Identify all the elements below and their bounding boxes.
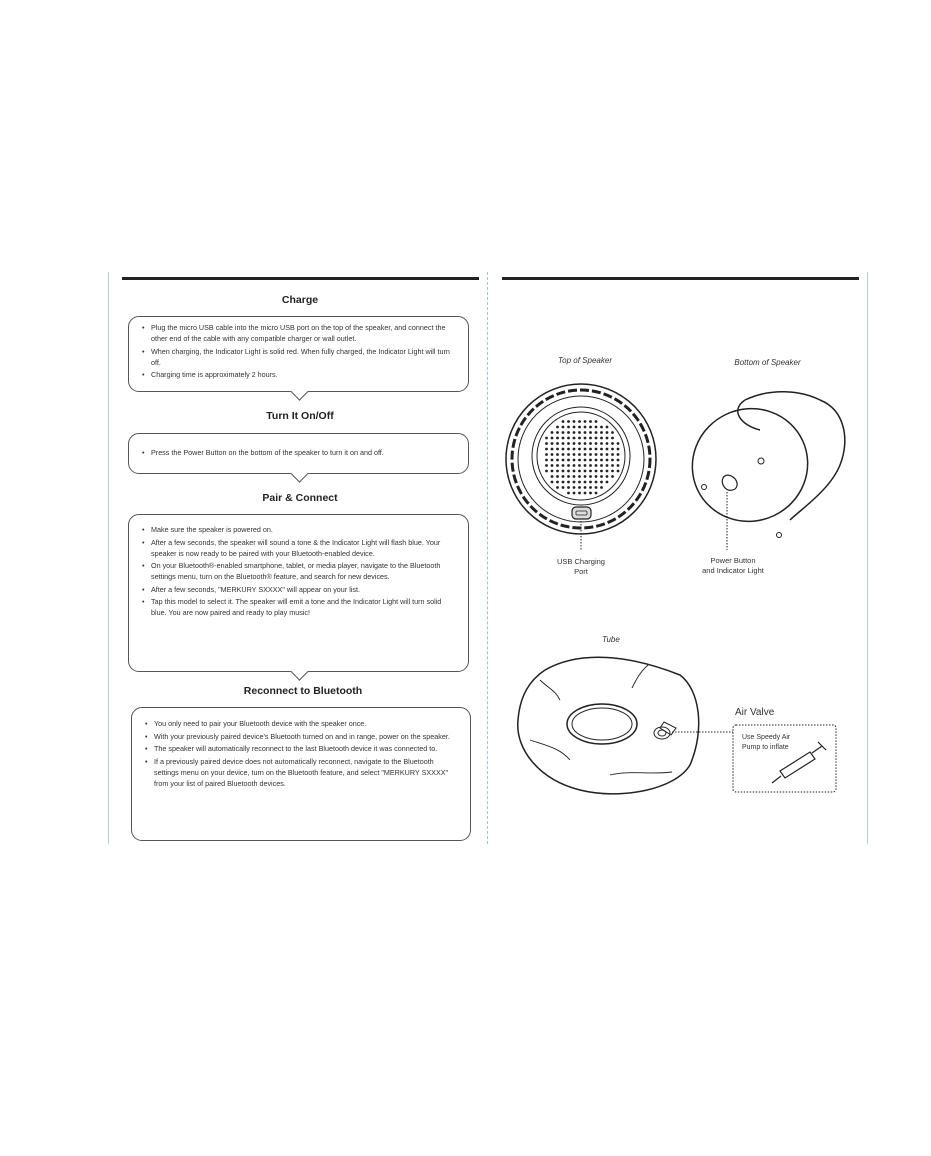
grille-hole [578,486,581,489]
grille-hole [551,464,554,467]
list-item: • Tap this model to select it. The speaker will emit a tone and the Indicator Light will turn solid blue. You are now paired and ready to play music! [151,596,458,618]
grille-hole [573,459,576,462]
list-item: • You only need to pair your Bluetooth device with the speaker once. [154,718,460,729]
grille-hole [589,470,592,473]
grille-hole [617,448,620,451]
grille-hole [551,481,554,484]
grille-hole [589,431,592,434]
grille-hole [551,448,554,451]
power-label-line-1: Power Button [710,556,756,565]
grille-hole [567,420,570,423]
grille-hole [595,420,598,423]
grille-hole [584,426,587,429]
grille-hole [595,426,598,429]
grille-hole [600,442,603,445]
grille-hole [573,437,576,440]
grille-hole [589,475,592,478]
usb-charging-port-label [541,557,621,577]
pump-instruction-label [742,733,822,753]
grille-hole [595,448,598,451]
grille-hole [573,420,576,423]
grille-hole [589,464,592,467]
grille-hole [584,448,587,451]
grille-hole [606,470,609,473]
grille-hole [551,442,554,445]
grille-hole [600,437,603,440]
power-button-label [683,556,783,576]
grille-hole [545,448,548,451]
grille-hole [584,481,587,484]
grille-hole [611,431,614,434]
grille-hole [595,486,598,489]
grille-hole [606,481,609,484]
grille-hole [600,486,603,489]
grille-hole [567,459,570,462]
grille-hole [606,426,609,429]
grille-hole [595,453,598,456]
grille-hole [578,437,581,440]
grille-hole [584,492,587,495]
grille-hole [589,459,592,462]
grille-hole [617,464,620,467]
grille-hole [606,448,609,451]
grille-hole [573,442,576,445]
section-title-reconnect: Reconnect to Bluetooth [243,685,363,697]
grille-hole [600,426,603,429]
grille-hole [573,486,576,489]
grille-hole [556,464,559,467]
usb-label-line-1: USB Charging [557,557,605,566]
pump-label-line-2: Pump to inflate [742,744,789,751]
grille-hole [573,470,576,473]
grille-hole [584,453,587,456]
grille-hole [567,475,570,478]
grille-hole [562,431,565,434]
grille-hole [562,426,565,429]
grille-hole [600,431,603,434]
grille-hole [606,459,609,462]
grille-hole [562,437,565,440]
grille-hole [562,486,565,489]
pump-label-line-1: Use Speedy Air [742,734,791,741]
grille-hole [611,442,614,445]
grille-hole [611,453,614,456]
grille-hole [567,492,570,495]
grille-hole [556,453,559,456]
grille-hole [573,481,576,484]
grille-hole [551,453,554,456]
grille-hole [567,437,570,440]
grille-hole [562,442,565,445]
grille-hole [567,453,570,456]
grille-hole [611,464,614,467]
list-item: • Charging time is approximately 2 hours. [151,369,458,380]
grille-hole [578,481,581,484]
grille-hole [578,453,581,456]
grille-hole [600,448,603,451]
grille-hole [584,431,587,434]
list-item: • Make sure the speaker is powered on. [151,524,458,535]
grille-hole [589,453,592,456]
grille-hole [595,464,598,467]
grille-hole [611,448,614,451]
grille-hole [595,492,598,495]
grille-hole [545,470,548,473]
power-label-line-2: and Indicator Light [702,566,764,575]
grille-hole [606,437,609,440]
grille-hole [617,470,620,473]
list-item: • If a previously paired device does not automatically reconnect, navigate to the Bluetooth settings menu on your device, turn on the Bluetooth feature, and select "MERKURY SXXXX" from your list of paired Bluetooth devices. [154,756,460,789]
grille-hole [556,437,559,440]
grille-hole [556,486,559,489]
grille-hole [545,464,548,467]
grille-hole [578,464,581,467]
grille-hole [562,448,565,451]
grille-hole [551,475,554,478]
grille-hole [578,431,581,434]
list-item: • Press the Power Button on the bottom of the speaker to turn it on and off. [151,447,458,458]
grille-hole [584,475,587,478]
grille-hole [595,459,598,462]
grille-hole [562,464,565,467]
list-item: • On your Bluetooth®-enabled smartphone, tablet, or media player, navigate to the Bluetooth settings menu, turn on the Bluetooth® feature, and search for new devices. [151,560,458,582]
grille-hole [567,464,570,467]
grille-hole [556,475,559,478]
grille-hole [595,481,598,484]
grille-hole [600,481,603,484]
grille-hole [573,492,576,495]
grille-hole [562,453,565,456]
grille-hole [589,426,592,429]
grille-hole [600,470,603,473]
grille-hole [600,464,603,467]
grille-hole [551,459,554,462]
grille-hole [573,453,576,456]
grille-hole [573,464,576,467]
grille-hole [562,475,565,478]
air-valve-label: Air Valve [735,707,775,718]
grille-hole [573,426,576,429]
grille-hole [584,420,587,423]
grille-hole [562,470,565,473]
grille-hole [584,442,587,445]
grille-hole [578,459,581,462]
speaker-top-illustration [506,384,656,551]
grille-hole [611,470,614,473]
list-item: • After a few seconds, "MERKURY SXXXX" will appear on your list. [151,584,458,595]
grille-hole [584,437,587,440]
grille-hole [562,420,565,423]
grille-hole [617,453,620,456]
grille-hole [589,481,592,484]
list-item: • After a few seconds, the speaker will sound a tone & the Indicator Light will flash blue. Your speaker is now ready to be paired with your Bluetooth-enabled device. [151,537,458,559]
top-of-speaker-label: Top of Speaker [558,356,612,365]
grille-hole [589,420,592,423]
grille-hole [589,448,592,451]
grille-hole [573,475,576,478]
grille-hole [551,431,554,434]
grille-hole [567,426,570,429]
grille-hole [545,437,548,440]
grille-hole [595,437,598,440]
grille-hole [589,442,592,445]
speaker-bottom-illustration [674,390,845,550]
tube-illustration [518,657,733,794]
speaker-grille [545,420,619,494]
grille-hole [556,431,559,434]
tube-label: Tube [602,635,620,644]
section-title-charge: Charge [281,294,319,306]
grille-hole [578,475,581,478]
grille-hole [611,459,614,462]
grille-hole [578,448,581,451]
grille-hole [606,475,609,478]
grille-hole [606,453,609,456]
grille-hole [556,481,559,484]
grille-hole [600,459,603,462]
grille-hole [600,453,603,456]
grille-hole [551,437,554,440]
grille-hole [578,426,581,429]
grille-hole [567,470,570,473]
grille-hole [578,470,581,473]
grille-hole [584,459,587,462]
grille-hole [562,481,565,484]
grille-hole [551,470,554,473]
grille-hole [556,426,559,429]
grille-hole [595,431,598,434]
grille-hole [562,459,565,462]
section-title-turn-on-off: Turn It On/Off [266,410,334,422]
grille-hole [567,442,570,445]
grille-hole [573,448,576,451]
grille-hole [556,442,559,445]
list-item: • With your previously paired device's Bluetooth turned on and in range, power on the speaker. [154,731,460,742]
grille-hole [567,486,570,489]
grille-hole [584,470,587,473]
grille-hole [617,459,620,462]
grille-hole [573,431,576,434]
grille-hole [578,442,581,445]
grille-hole [595,442,598,445]
grille-hole [545,459,548,462]
grille-hole [589,492,592,495]
section-title-pair-connect: Pair & Connect [262,492,338,504]
bottom-of-speaker-label: Bottom of Speaker [734,358,801,367]
grille-hole [611,437,614,440]
list-item: • When charging, the Indicator Light is solid red. When fully charged, the Indicator Light will turn off. [151,346,458,368]
grille-hole [567,481,570,484]
grille-hole [556,448,559,451]
grille-hole [606,464,609,467]
grille-hole [589,437,592,440]
grille-hole [595,470,598,473]
grille-hole [545,442,548,445]
grille-hole [578,492,581,495]
grille-hole [556,470,559,473]
grille-hole [606,431,609,434]
grille-hole [589,486,592,489]
grille-hole [584,486,587,489]
grille-hole [567,448,570,451]
grille-hole [595,475,598,478]
grille-hole [584,464,587,467]
list-item: • Plug the micro USB cable into the micro USB port on the top of the speaker, and connect the other end of the cable with any compatible charger or wall outlet. [151,322,458,344]
usb-label-line-2: Port [574,567,588,576]
grille-hole [606,442,609,445]
grille-hole [611,475,614,478]
grille-hole [617,442,620,445]
grille-hole [600,475,603,478]
grille-hole [578,420,581,423]
grille-hole [545,453,548,456]
grille-hole [556,459,559,462]
list-item: • The speaker will automatically reconnect to the last Bluetooth device it was connected to. [154,743,460,754]
grille-hole [567,431,570,434]
